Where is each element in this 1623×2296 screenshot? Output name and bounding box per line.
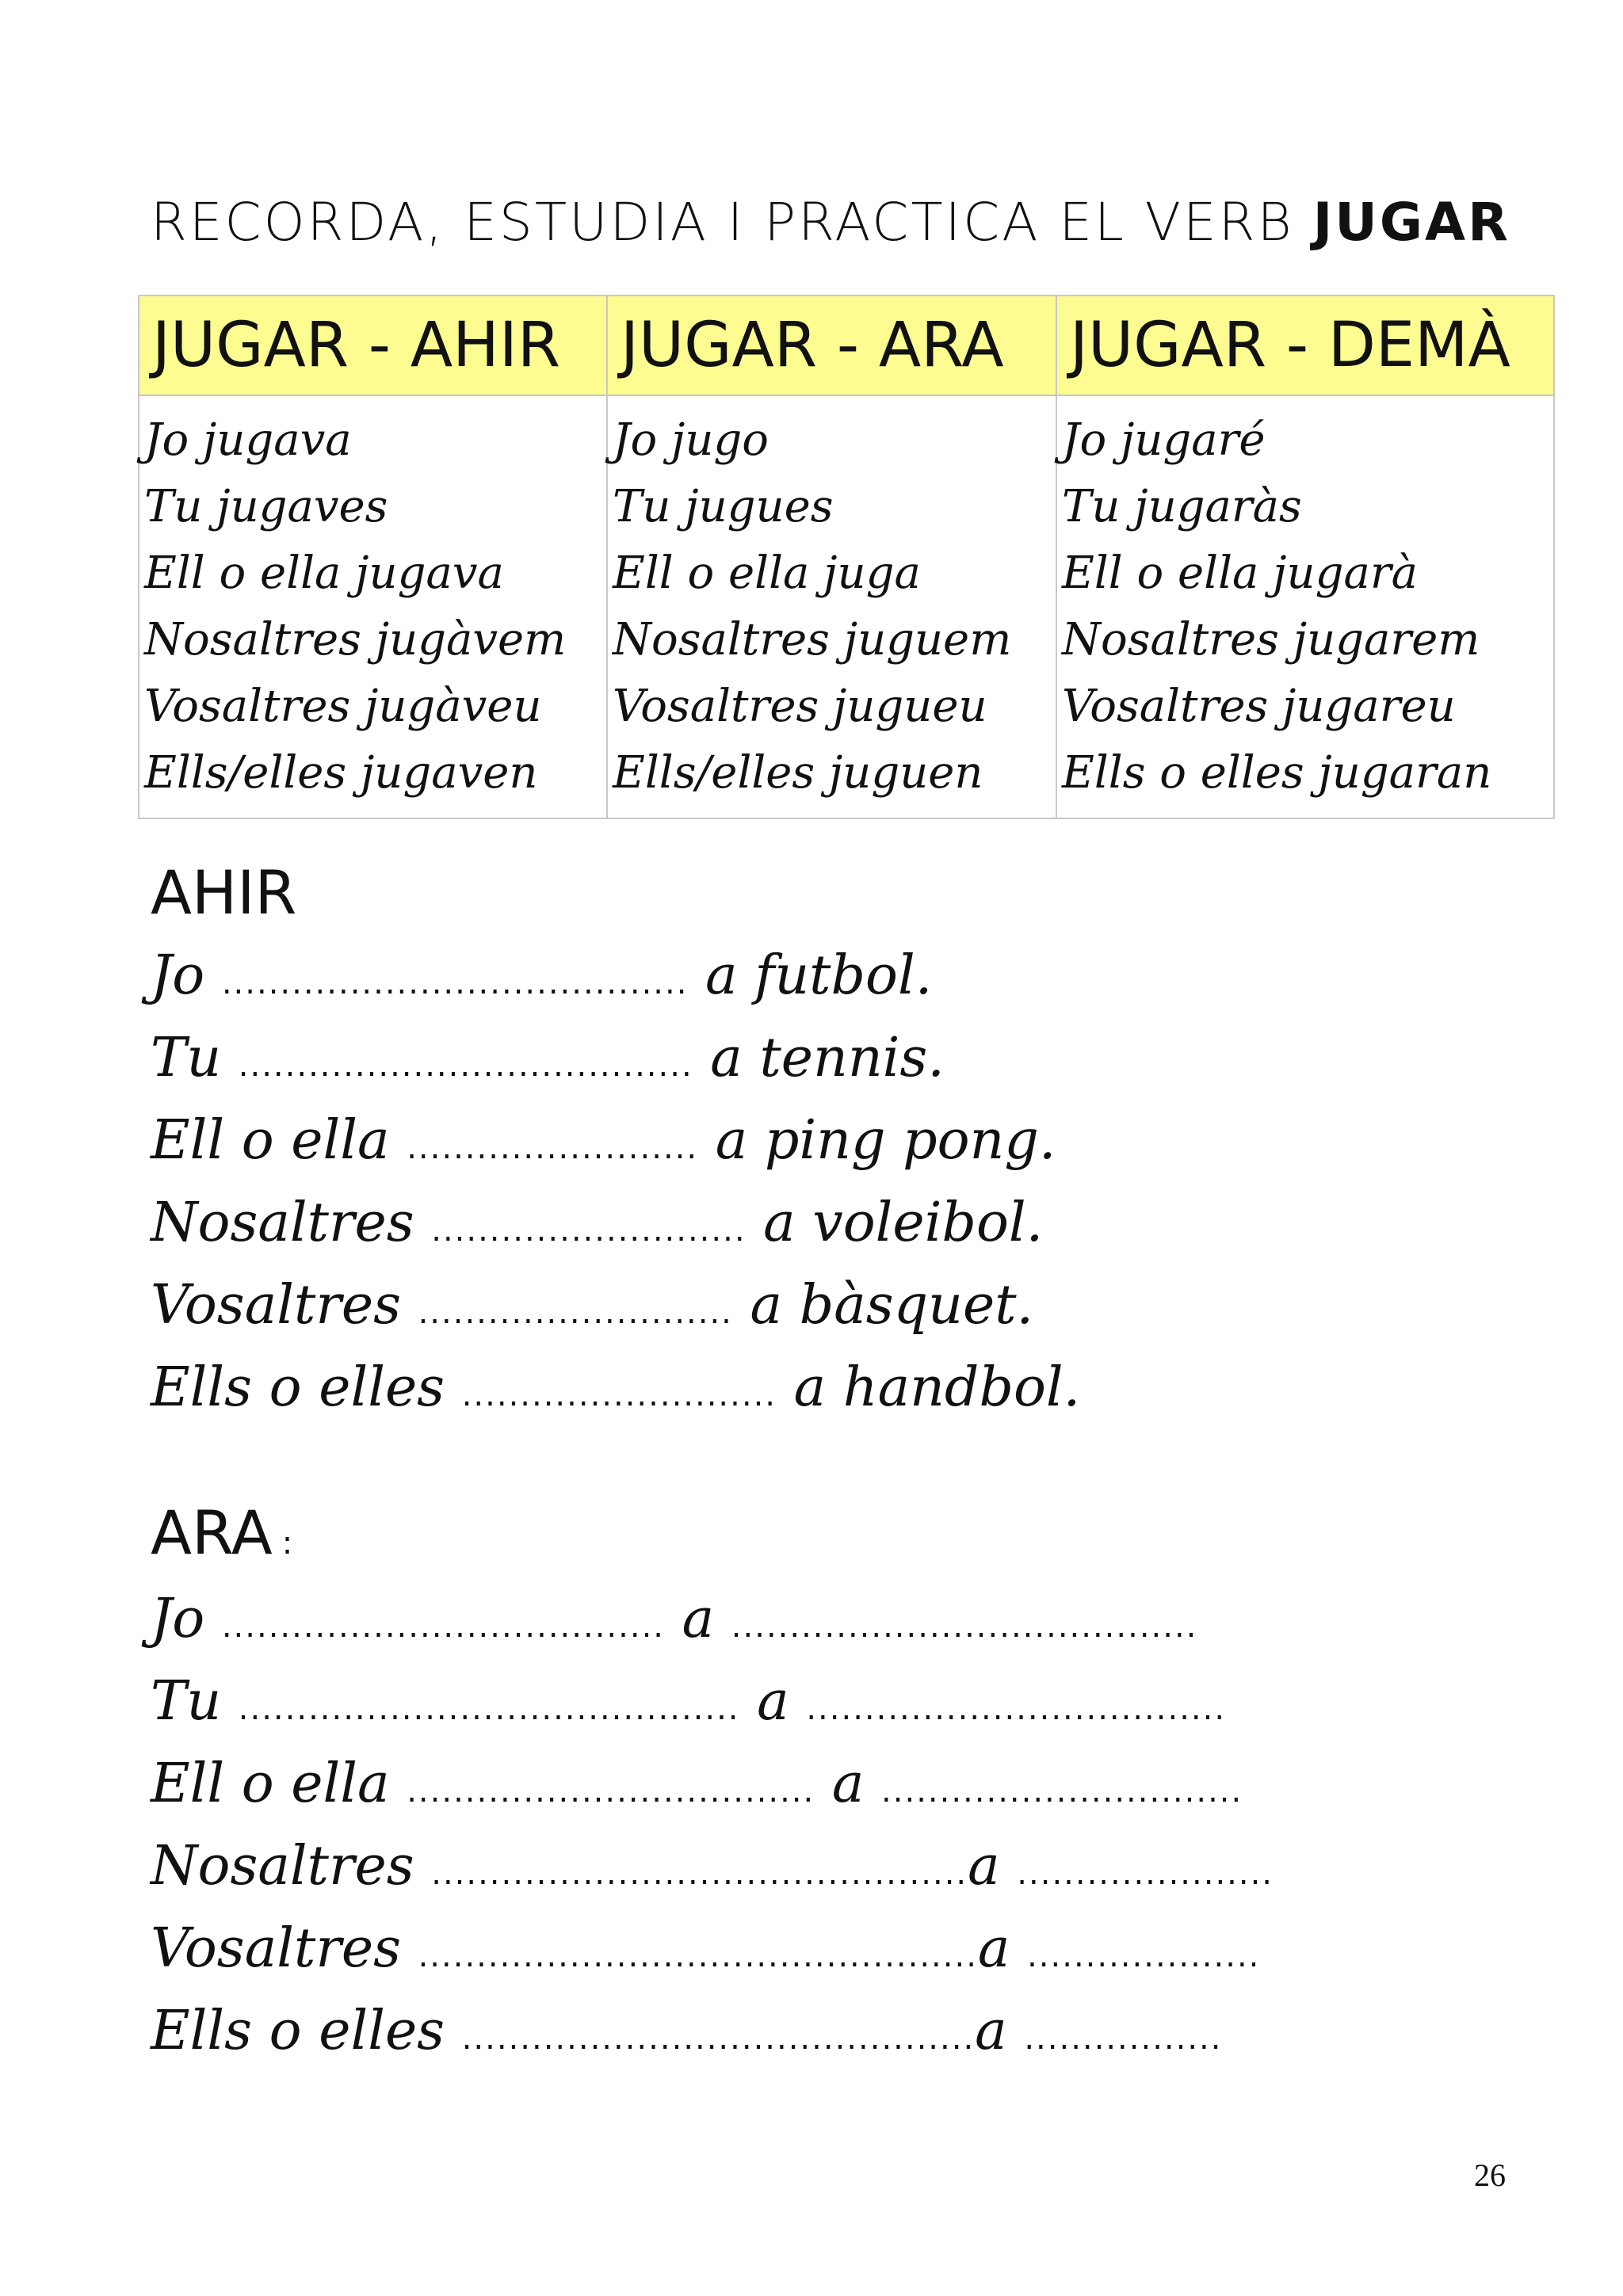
conjugation-item: Ell o ella jugava	[144, 547, 504, 599]
table-row	[139, 395, 1554, 818]
exercise-subject: Jo	[151, 944, 205, 1007]
conjugation-item: Nosaltres jugarem	[1062, 614, 1480, 666]
exercise-completion: a ping pong.	[715, 1109, 1056, 1172]
exercise-subject: Ell o ella	[151, 1109, 390, 1172]
blank-fill[interactable]: .......................................	[238, 1047, 693, 1084]
exercise-line	[151, 1578, 1274, 1661]
blank-fill[interactable]: ............................................	[461, 2020, 976, 2057]
exercise-subject: Tu	[151, 1027, 222, 1089]
conjugation-item: Vosaltres jugareu	[1062, 681, 1456, 732]
exercise-subject: Ells o elles	[151, 2000, 445, 2062]
exercise-line	[151, 1347, 1080, 1429]
exercise-connector: a	[968, 1835, 1000, 1897]
header-dema: JUGAR - DEMÀ	[1056, 296, 1554, 395]
page-title	[151, 192, 1510, 253]
exercise-connector: a	[682, 1588, 715, 1650]
blank-fill[interactable]: ...........................	[431, 1212, 747, 1249]
blank-fill[interactable]: ...................................	[407, 1773, 815, 1810]
blank-fill[interactable]: ...........................	[461, 1377, 777, 1413]
heading-colon: :	[281, 1525, 293, 1562]
title-verb: JUGAR	[1312, 192, 1510, 253]
exercise-subject: Vosaltres	[151, 1917, 401, 1980]
blank-fill[interactable]: ...........................	[418, 1295, 733, 1331]
column-dema	[1056, 395, 1554, 818]
conjugation-item: Vosaltres jugueu	[613, 681, 987, 732]
blank-fill[interactable]: ........................................	[731, 1608, 1198, 1645]
conjugation-item: Nosaltres juguem	[613, 614, 1012, 666]
conjugation-item: Nosaltres jugàvem	[144, 614, 567, 666]
blank-fill[interactable]: ....................................	[806, 1691, 1227, 1727]
conjugation-item: Jo jugava	[144, 414, 352, 466]
exercise-line	[151, 1825, 1274, 1908]
exercise-connector: a	[831, 1753, 865, 1815]
exercise-list-ara	[151, 1578, 1274, 2073]
conjugation-table	[138, 295, 1555, 819]
conjugation-item: Jo jugaré	[1062, 414, 1266, 466]
conjugation-item: Ell o ella juga	[613, 547, 921, 599]
column-ara	[607, 395, 1056, 818]
section-heading-ahir: AHIR	[151, 857, 297, 928]
exercise-list-ahir	[151, 935, 1080, 1429]
column-ahir	[139, 395, 607, 818]
conjugation-item: Ell o ella jugarà	[1062, 547, 1418, 599]
conjugation-item: Vosaltres jugàveu	[144, 681, 542, 732]
exercise-line	[151, 1100, 1080, 1182]
blank-fill[interactable]: ....................	[1027, 1938, 1261, 1974]
blank-fill[interactable]: ........................................	[221, 965, 689, 1001]
exercise-subject: Ells o elles	[151, 1356, 445, 1419]
blank-fill[interactable]: .................	[1024, 2020, 1223, 2057]
exercise-completion: a handbol.	[793, 1356, 1081, 1419]
conjugation-item: Ells/elles jugaven	[144, 747, 538, 799]
exercise-subject: Tu	[151, 1670, 222, 1733]
exercise-completion: a futbol.	[705, 944, 933, 1007]
conjugation-item: Jo jugo	[613, 414, 769, 466]
blank-fill[interactable]: ...............................	[881, 1773, 1243, 1810]
page-number: 26	[1474, 2157, 1506, 2193]
exercise-line	[151, 1908, 1274, 1990]
exercise-line	[151, 1661, 1274, 1743]
table-header-row	[139, 296, 1554, 395]
exercise-completion: a voleibol.	[763, 1192, 1044, 1254]
exercise-line	[151, 1182, 1080, 1264]
exercise-line	[151, 1743, 1274, 1825]
conjugation-item: Ells o elles jugaran	[1062, 747, 1492, 799]
exercise-line	[151, 1017, 1080, 1100]
exercise-line	[151, 1990, 1274, 2073]
conjugation-item: Tu jugaràs	[1062, 481, 1302, 532]
exercise-completion: a tennis.	[710, 1027, 945, 1089]
conjugation-item: Tu jugues	[613, 481, 834, 532]
blank-fill[interactable]: ......................................	[221, 1608, 665, 1645]
blank-fill[interactable]: .........................	[407, 1130, 699, 1166]
section-heading-ara-text: ARA	[151, 1497, 273, 1568]
exercise-subject: Nosaltres	[151, 1835, 414, 1897]
blank-fill[interactable]: ......................	[1017, 1855, 1274, 1892]
header-ara: JUGAR - ARA	[607, 296, 1056, 395]
blank-fill[interactable]: ................................................	[418, 1938, 978, 1974]
blank-fill[interactable]: ...........................................	[238, 1691, 740, 1727]
exercise-line	[151, 1264, 1080, 1347]
exercise-subject: Jo	[151, 1588, 205, 1650]
exercise-connector: a	[975, 2000, 1007, 2062]
header-ahir: JUGAR - AHIR	[139, 296, 607, 395]
section-heading-ara	[151, 1497, 292, 1568]
conjugation-item: Tu jugaves	[144, 481, 388, 532]
exercise-completion: a bàsquet.	[750, 1274, 1034, 1337]
exercise-subject: Nosaltres	[151, 1192, 414, 1254]
exercise-connector: a	[977, 1917, 1010, 1980]
conjugation-item: Ells/elles juguen	[613, 747, 983, 799]
blank-fill[interactable]: ..............................................	[431, 1855, 968, 1892]
exercise-line	[151, 935, 1080, 1017]
exercise-connector: a	[757, 1670, 789, 1733]
title-lead: RECORDA, ESTUDIA I PRACTICA EL VERB	[151, 192, 1313, 253]
exercise-subject: Vosaltres	[151, 1274, 401, 1337]
exercise-subject: Ell o ella	[151, 1753, 390, 1815]
